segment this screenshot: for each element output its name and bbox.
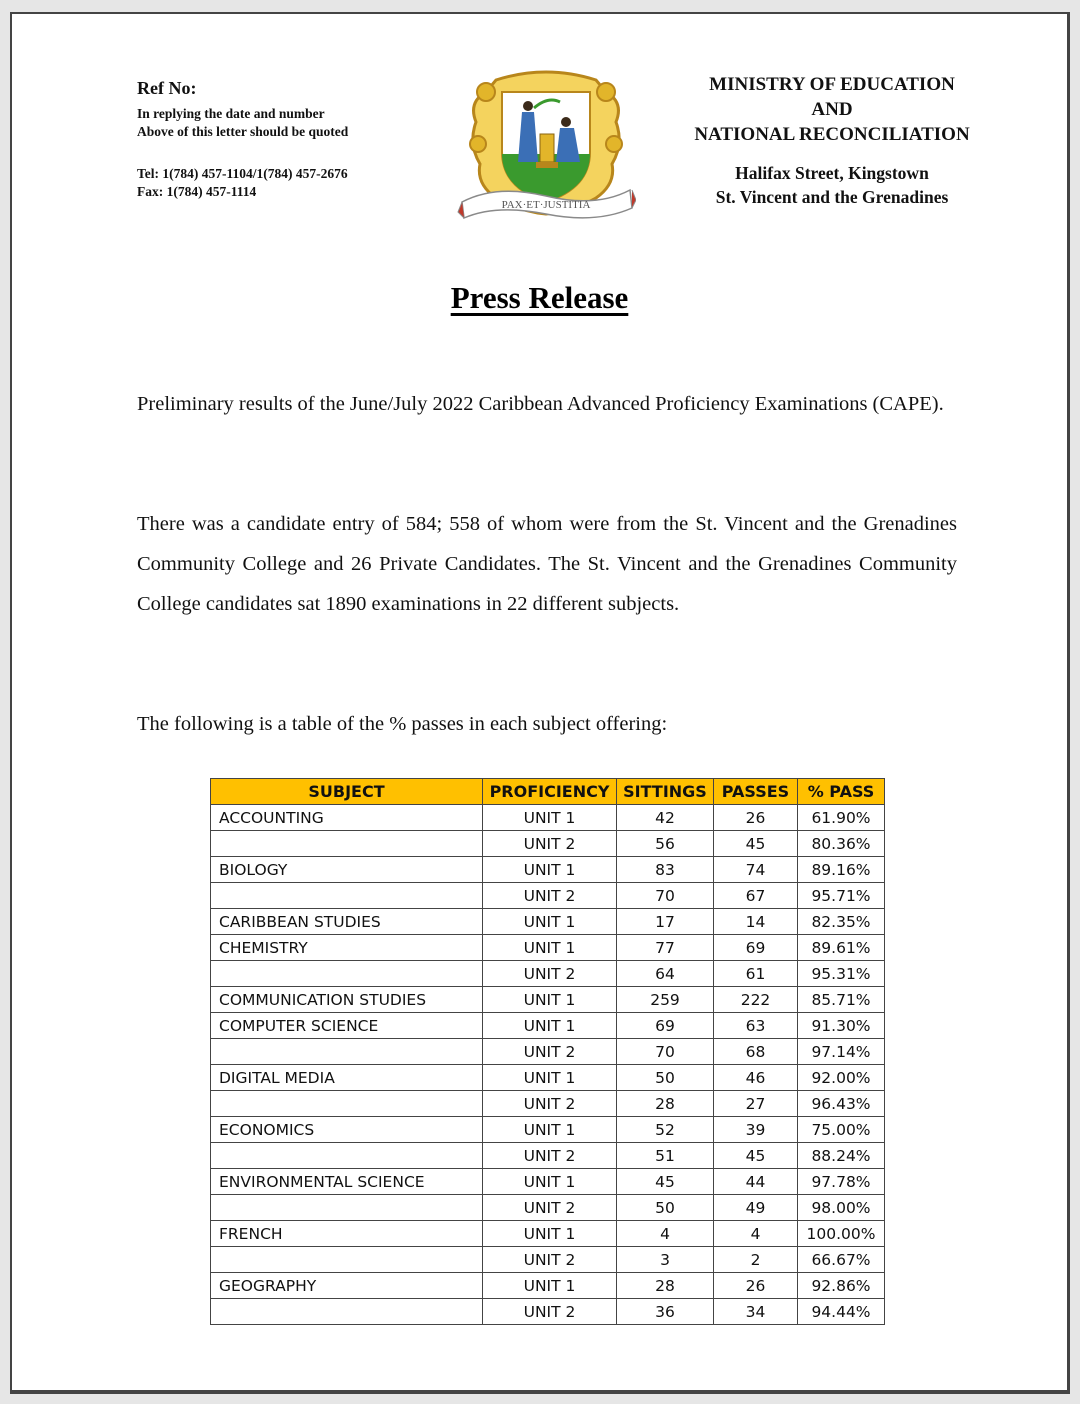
letterhead-left <box>137 78 348 201</box>
passes-cell: 27 <box>714 1091 798 1117</box>
sittings-cell: 4 <box>617 1221 714 1247</box>
subject-cell: BIOLOGY <box>211 857 483 883</box>
proficiency-cell: UNIT 2 <box>483 1143 617 1169</box>
table-row <box>211 909 885 935</box>
telephone-numbers: Tel: 1(784) 457-1104/1(784) 457-2676 <box>137 166 348 181</box>
sittings-cell: 3 <box>617 1247 714 1273</box>
table-row <box>211 1039 885 1065</box>
coat-of-arms-icon <box>456 62 636 226</box>
proficiency-cell: UNIT 2 <box>483 883 617 909</box>
passes-cell: 39 <box>714 1117 798 1143</box>
subject-cell: GEOGRAPHY <box>211 1273 483 1299</box>
pass-percent-cell: 94.44% <box>798 1299 885 1325</box>
table-header-row <box>211 779 885 805</box>
subject-cell <box>211 831 483 857</box>
sittings-cell: 28 <box>617 1091 714 1117</box>
passes-cell: 26 <box>714 1273 798 1299</box>
sittings-cell: 70 <box>617 883 714 909</box>
subject-cell: ACCOUNTING <box>211 805 483 831</box>
sittings-cell: 50 <box>617 1065 714 1091</box>
table-row <box>211 1065 885 1091</box>
address-line2: St. Vincent and the Grenadines <box>715 187 949 207</box>
proficiency-cell: UNIT 1 <box>483 857 617 883</box>
proficiency-cell: UNIT 1 <box>483 1117 617 1143</box>
table-row <box>211 1169 885 1195</box>
sittings-cell: 50 <box>617 1195 714 1221</box>
table-row <box>211 831 885 857</box>
sittings-cell: 45 <box>617 1169 714 1195</box>
table-row <box>211 961 885 987</box>
subject-cell <box>211 1039 483 1065</box>
ref-number-label: Ref No: <box>137 78 197 98</box>
letterhead-right <box>682 72 982 209</box>
passes-cell: 61 <box>714 961 798 987</box>
results-table <box>210 778 885 1325</box>
passes-cell: 63 <box>714 1013 798 1039</box>
proficiency-cell: UNIT 2 <box>483 1195 617 1221</box>
subject-cell <box>211 1299 483 1325</box>
sittings-cell: 259 <box>617 987 714 1013</box>
table-row <box>211 1195 885 1221</box>
passes-cell: 46 <box>714 1065 798 1091</box>
subject-cell <box>211 1195 483 1221</box>
sittings-cell: 77 <box>617 935 714 961</box>
pass-percent-cell: 66.67% <box>798 1247 885 1273</box>
passes-cell: 67 <box>714 883 798 909</box>
passes-cell: 49 <box>714 1195 798 1221</box>
proficiency-cell: UNIT 1 <box>483 935 617 961</box>
sittings-cell: 51 <box>617 1143 714 1169</box>
table-row <box>211 1143 885 1169</box>
passes-cell: 14 <box>714 909 798 935</box>
passes-cell: 2 <box>714 1247 798 1273</box>
subject-cell <box>211 1247 483 1273</box>
pass-percent-cell: 97.14% <box>798 1039 885 1065</box>
passes-cell: 69 <box>714 935 798 961</box>
table-row <box>211 1221 885 1247</box>
pass-percent-cell: 89.16% <box>798 857 885 883</box>
proficiency-cell: UNIT 1 <box>483 805 617 831</box>
proficiency-cell: UNIT 1 <box>483 1273 617 1299</box>
paragraph-table-intro: The following is a table of the % passes in each subject offering: <box>137 713 668 735</box>
pass-percent-cell: 85.71% <box>798 987 885 1013</box>
ministry-name-line2: AND <box>811 99 853 120</box>
sittings-cell: 64 <box>617 961 714 987</box>
table-row <box>211 1247 885 1273</box>
passes-cell: 68 <box>714 1039 798 1065</box>
subject-cell: CARIBBEAN STUDIES <box>211 909 483 935</box>
proficiency-cell: UNIT 2 <box>483 1091 617 1117</box>
subject-cell: DIGITAL MEDIA <box>211 1065 483 1091</box>
table-row <box>211 987 885 1013</box>
table-row <box>211 1299 885 1325</box>
proficiency-cell: UNIT 1 <box>483 1065 617 1091</box>
pass-percent-cell: 82.35% <box>798 909 885 935</box>
pass-percent-cell: 97.78% <box>798 1169 885 1195</box>
paragraph-intro: Preliminary results of the June/July 2022 Caribbean Advanced Proficiency Examinations (CAPE). <box>137 393 944 415</box>
pass-percent-cell: 80.36% <box>798 831 885 857</box>
subject-cell: ENVIRONMENTAL SCIENCE <box>211 1169 483 1195</box>
table-row <box>211 857 885 883</box>
passes-cell: 45 <box>714 831 798 857</box>
subject-cell: COMPUTER SCIENCE <box>211 1013 483 1039</box>
pass-percent-cell: 91.30% <box>798 1013 885 1039</box>
passes-cell: 45 <box>714 1143 798 1169</box>
sittings-cell: 17 <box>617 909 714 935</box>
sittings-cell: 70 <box>617 1039 714 1065</box>
fax-number: Fax: 1(784) 457-1114 <box>137 184 257 199</box>
subject-cell <box>211 1143 483 1169</box>
pass-percent-cell: 100.00% <box>798 1221 885 1247</box>
proficiency-cell: UNIT 1 <box>483 1013 617 1039</box>
crest-motto-text: PAX·ET·JUSTITIA <box>501 199 591 211</box>
pass-percent-cell: 95.31% <box>798 961 885 987</box>
header-proficiency: PROFICIENCY <box>483 779 617 805</box>
subject-cell: FRENCH <box>211 1221 483 1247</box>
pass-percent-cell: 75.00% <box>798 1117 885 1143</box>
passes-cell: 74 <box>714 857 798 883</box>
sittings-cell: 83 <box>617 857 714 883</box>
passes-cell: 34 <box>714 1299 798 1325</box>
reply-instruction-1: In replying the date and number <box>137 106 325 121</box>
sittings-cell: 69 <box>617 1013 714 1039</box>
document-title: Press Release <box>450 280 629 315</box>
passes-cell: 4 <box>714 1221 798 1247</box>
header-passes: PASSES <box>714 779 798 805</box>
ministry-name-line1: MINISTRY OF EDUCATION <box>709 74 955 95</box>
proficiency-cell: UNIT 2 <box>483 961 617 987</box>
pass-percent-cell: 89.61% <box>798 935 885 961</box>
table-row <box>211 883 885 909</box>
paragraph-candidates: There was a candidate entry of 584; 558 of whom were from the St. Vincent and the Grenadines Community College and 26 Private Candidates. The St. Vincent and the Grenadines Community College candidates sat 1890 examinations in 22 different subjects. <box>137 513 957 615</box>
header-sittings: SITTINGS <box>617 779 714 805</box>
table-row <box>211 1273 885 1299</box>
proficiency-cell: UNIT 2 <box>483 1299 617 1325</box>
table-row <box>211 1117 885 1143</box>
table-row <box>211 935 885 961</box>
proficiency-cell: UNIT 2 <box>483 831 617 857</box>
passes-cell: 44 <box>714 1169 798 1195</box>
pass-percent-cell: 92.86% <box>798 1273 885 1299</box>
pass-percent-cell: 92.00% <box>798 1065 885 1091</box>
subject-cell: ECONOMICS <box>211 1117 483 1143</box>
reply-instruction-2: Above of this letter should be quoted <box>137 124 349 139</box>
header-subject: SUBJECT <box>211 779 483 805</box>
proficiency-cell: UNIT 2 <box>483 1039 617 1065</box>
pass-percent-cell: 95.71% <box>798 883 885 909</box>
table-row <box>211 1013 885 1039</box>
subject-cell: COMMUNICATION STUDIES <box>211 987 483 1013</box>
table-row <box>211 805 885 831</box>
subject-cell <box>211 1091 483 1117</box>
document-page <box>10 12 1070 1394</box>
passes-cell: 222 <box>714 987 798 1013</box>
sittings-cell: 28 <box>617 1273 714 1299</box>
header-pass-percent: % PASS <box>798 779 885 805</box>
subject-cell <box>211 883 483 909</box>
ministry-name-line3: NATIONAL RECONCILIATION <box>694 124 970 145</box>
proficiency-cell: UNIT 1 <box>483 1221 617 1247</box>
sittings-cell: 36 <box>617 1299 714 1325</box>
sittings-cell: 42 <box>617 805 714 831</box>
subject-cell <box>211 961 483 987</box>
proficiency-cell: UNIT 1 <box>483 909 617 935</box>
sittings-cell: 52 <box>617 1117 714 1143</box>
proficiency-cell: UNIT 1 <box>483 1169 617 1195</box>
proficiency-cell: UNIT 1 <box>483 987 617 1013</box>
pass-percent-cell: 96.43% <box>798 1091 885 1117</box>
sittings-cell: 56 <box>617 831 714 857</box>
proficiency-cell: UNIT 2 <box>483 1247 617 1273</box>
pass-percent-cell: 98.00% <box>798 1195 885 1221</box>
pass-percent-cell: 88.24% <box>798 1143 885 1169</box>
passes-cell: 26 <box>714 805 798 831</box>
pass-percent-cell: 61.90% <box>798 805 885 831</box>
address-line1: Halifax Street, Kingstown <box>735 163 929 183</box>
table-row <box>211 1091 885 1117</box>
subject-cell: CHEMISTRY <box>211 935 483 961</box>
